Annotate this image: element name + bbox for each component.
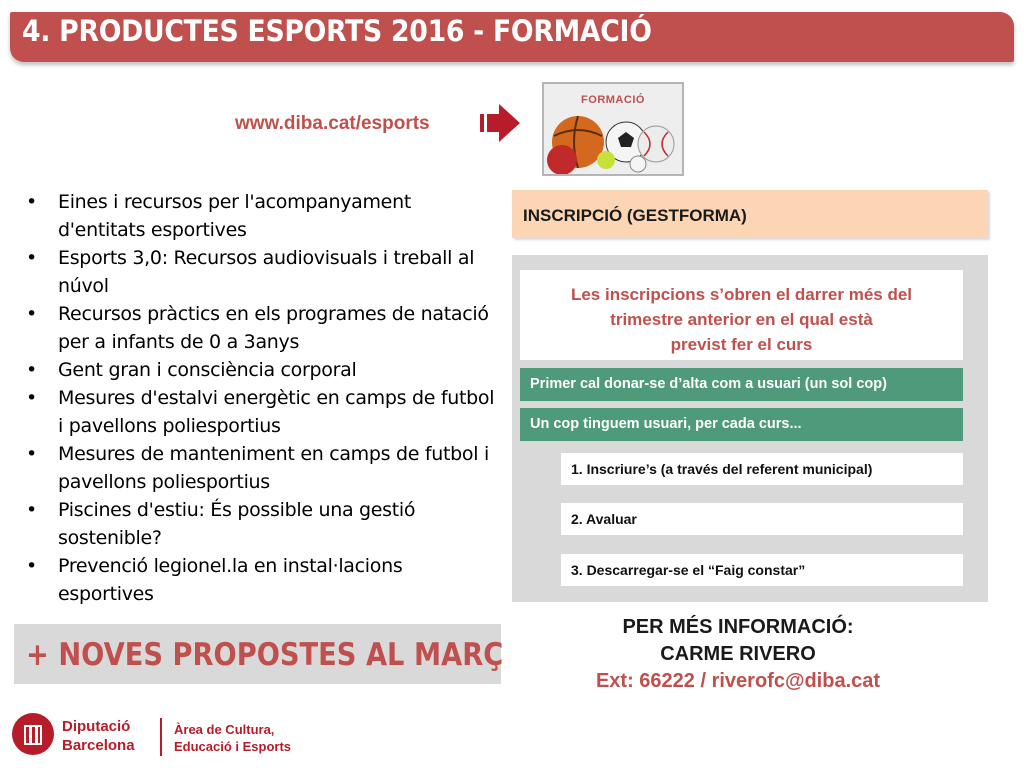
list-item: • Esports 3,0: Recursos audiovisuals i treball al núvol [22,244,497,300]
notice-line: Les inscripcions s’obren el darrer més del [570,285,913,304]
per-course-step: Un cop tinguem usuari, per cada curs... [520,408,963,441]
step-enroll: 1. Inscriure’s (a través del referent municipal) [561,453,963,485]
balls-icon [544,84,682,174]
step-evaluate: 2. Avaluar [561,503,963,535]
signup-step: Primer cal donar-se d’alta com a usuari (un sol cop) [520,368,963,401]
page-title: 4. PRODUCTES ESPORTS 2016 - FORMACIÓ [22,14,652,48]
image-label: FORMACIÓ [581,94,645,106]
list-item: • Eines i recursos per l'acompanyament d'entitats esportives [22,188,497,244]
diputacio-logo-icon [12,713,54,755]
contact-details: Ext: 66222 / riverofc@diba.cat [595,670,881,692]
esports-link[interactable]: www.diba.cat/esports [235,113,430,134]
department-name [174,721,291,755]
list-item: • Prevenció legionel.la en instal·lacions esportives [22,552,497,608]
bullet-list [22,188,497,608]
area-line: Àrea de Cultura, [174,722,275,737]
list-item: • Mesures de manteniment en camps de futbol i pavellons poliesportius [22,440,497,496]
contact-name: CARME RIVERO [660,643,816,665]
new-proposals-text: + NOVES PROPOSTES AL MARÇ [26,637,504,673]
list-item: • Gent gran i consciència corporal [22,356,497,384]
step-download-certificate: 3. Descarregar-se el “Faig constar” [561,554,963,586]
list-item: • Piscines d'estiu: És possible una gestió sostenible? [22,496,497,552]
arrow-right-icon [480,102,522,144]
notice-line: trimestre anterior en el qual està [610,310,873,329]
organization-name [62,717,135,755]
notice-line: previst fer el curs [670,335,813,354]
sports-balls-image [542,82,684,176]
registration-title: INSCRIPCIÓ (GESTFORMA) [523,206,747,225]
registration-notice [520,282,963,357]
info-title: PER MÉS INFORMACIÓ: [622,616,854,638]
org-line: Diputació [62,718,131,735]
org-line: Barcelona [62,737,135,754]
logo-divider [160,718,162,756]
list-item: • Recursos pràctics en els programes de natació per a infants de 0 a 3anys [22,300,497,356]
list-item: • Mesures d'estalvi energètic en camps de futbol i pavellons poliesportius [22,384,497,440]
area-line: Educació i Esports [174,739,292,754]
